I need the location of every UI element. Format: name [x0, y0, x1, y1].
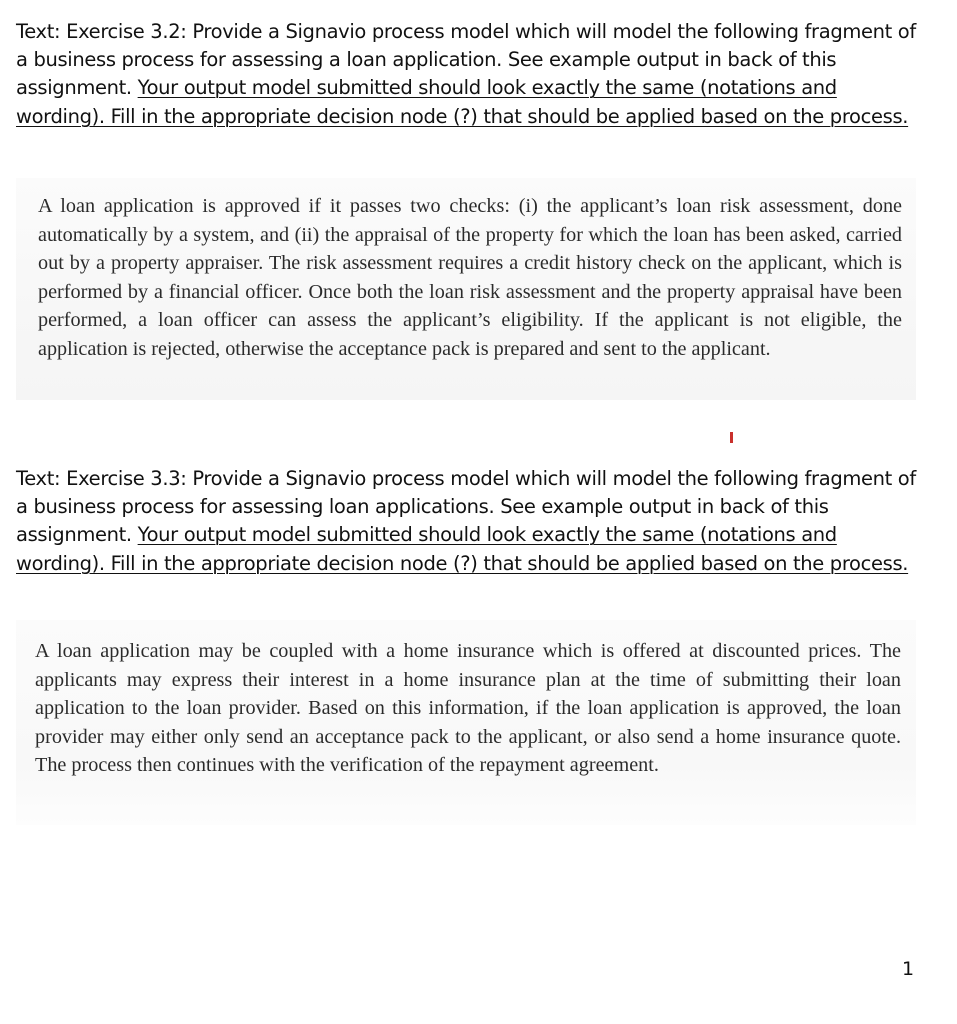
exercise-3-2-heading — [16, 18, 926, 131]
exercise-3-3-heading — [16, 465, 926, 578]
exercise-3-3-instruction-underlined: Your output model submitted should look exactly the same (notations and wording). Fill in the appropriate decision node (?) that should be applied based on the process. — [16, 523, 909, 575]
exercise-3-3-scanned-passage — [16, 620, 916, 825]
exercise-3-2-scanned-passage — [16, 178, 916, 400]
exercise-3-2-heading-text: Text: Exercise 3.2: Provide a Signavio process model which will model the following fragment of a business process for assessing a loan application. See example output in back of this assignment. — [16, 20, 916, 100]
exercise-3-2-passage-text: A loan application is approved if it passes two checks: (i) the applicant’s loan risk assessment, done automatically by a system, and (ii) the appraisal of the property for which the loan has been asked, carried out by a property appraiser. The risk assessment requires a credit history check on the applicant, which is performed by a financial officer. Once both the loan risk assessment and the property appraisal have been performed, a loan officer can assess the applicant’s eligibility. If the applicant is not eligible, the application is rejected, otherwise the acceptance pack is prepared and sent to the applicant. — [38, 195, 902, 360]
page-number: 1 — [902, 958, 915, 980]
exercise-3-2-instruction-underlined: Your output model submitted should look exactly the same (notations and wording). Fill in the appropriate decision node (?) that should be applied based on the process. — [16, 76, 909, 128]
red-cursor-mark — [730, 432, 733, 443]
exercise-3-3-passage-text: A loan application may be coupled with a home insurance which is offered at discounted prices. The applicants may express their interest in a home insurance plan at the time of submitting their loan application to the loan provider. Based on this information, if the loan application is approved, the loan provider may either only send an acceptance pack to the applicant, or also send a home insurance quote. The process then continues with the verification of the repayment agreement. — [35, 640, 901, 776]
exercise-3-3-heading-text: Text: Exercise 3.3: Provide a Signavio process model which will model the following fragment of a business process for assessing loan applications. See example output in back of this assignment. — [16, 467, 916, 547]
